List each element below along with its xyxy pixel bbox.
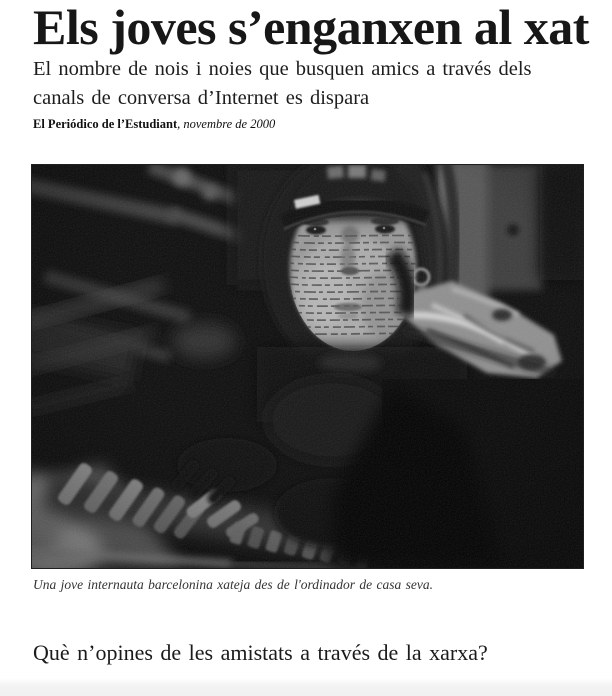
byline-source: El Periódico de l’Estudiant	[33, 117, 178, 131]
page-bottom-edge	[0, 679, 612, 696]
film-grain	[32, 165, 583, 568]
byline-date: , novembre de 2000	[177, 117, 276, 131]
subtitle	[33, 55, 532, 113]
subtitle-line1: El nombre de nois i noies que busquen amics a través dels	[33, 58, 532, 80]
headline: Els joves s’enganxen al xat	[33, 0, 589, 55]
byline	[33, 117, 275, 132]
subtitle-line2: canals de conversa d’Internet es dispara	[33, 87, 370, 109]
photo-caption: Una jove internauta barcelonina xateja des de l'ordinador de casa seva.	[33, 577, 433, 592]
question-heading: Què n’opines de les amistats a través de la xarxa?	[33, 640, 488, 665]
article-photo	[31, 164, 584, 569]
photo-illustration	[32, 165, 583, 568]
